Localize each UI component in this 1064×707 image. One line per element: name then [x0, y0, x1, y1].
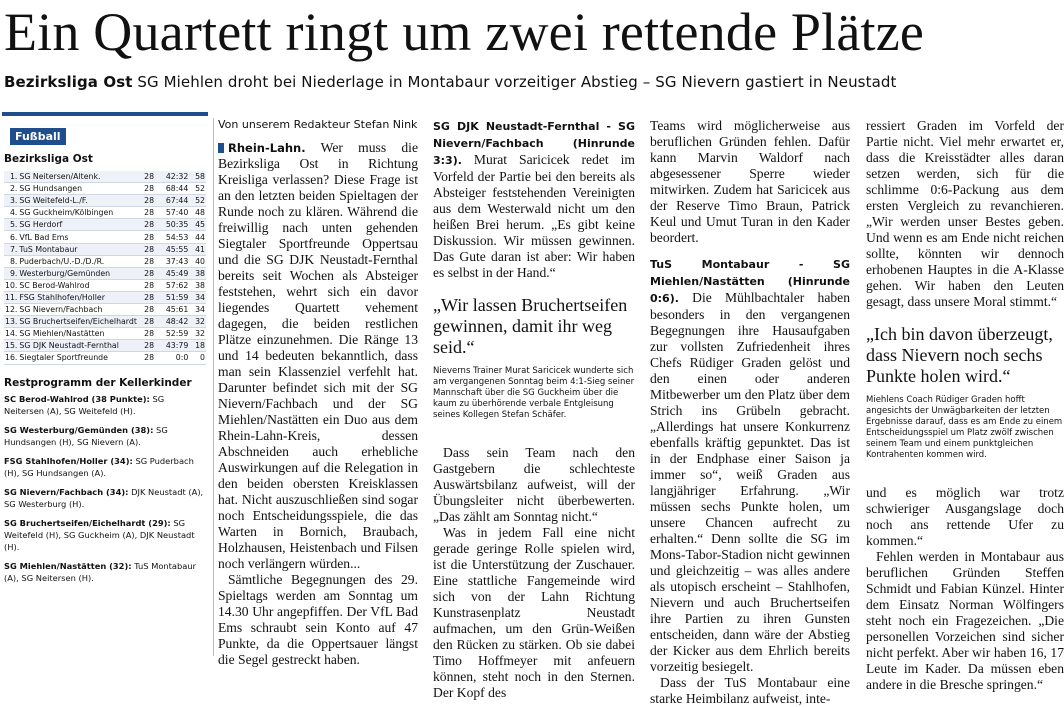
points-cell: 52 [189, 195, 206, 207]
match-heading: TuS Montabaur - SG Miehlen/Nastätten (Hinrunde 0:6). [650, 258, 850, 305]
standings-table [4, 171, 206, 365]
program-title: Restprogramm der Kellerkinder [4, 376, 192, 389]
goals-cell: 48:42 [155, 316, 189, 328]
rank-cell: 16. [5, 353, 18, 363]
list-item [4, 393, 206, 417]
table-row [4, 340, 206, 352]
quote-caption: Miehlens Coach Rüdiger Graden hofft angesichts der Unwägbarkeiten der letzten Ergebnisse darauf, dass es am Ende zu einem Entscheidungsspiel um Platz zwölf zwischen seinem Team und einem punktgleichen Kontrahenten kommen wird. [866, 395, 1063, 460]
rank-cell: 6. [4, 231, 18, 243]
team-cell: VfL Bad Ems [18, 231, 138, 243]
section-badge: Fußball [10, 128, 66, 145]
points-cell: 41 [189, 243, 206, 255]
list-item [4, 455, 206, 479]
article-paragraph: Fehlen werden in Montabaur aus beruflichen Gründen Steffen Schmidt und Fabian Künzel. Hinter dem Einsatz Norman Wölfingers steht noch ein Fragezeichen. „Die personellen Vorzeichen sind sicher nicht perfekt. Aber wir haben 16, 17 Leute im Kader. Da müssen eben andere in die Bresche springen.“ [866, 549, 1064, 692]
location-marker [218, 143, 224, 153]
list-item [4, 560, 206, 584]
games-cell: 28 [138, 171, 155, 183]
table-row [4, 171, 206, 183]
games-cell: 28 [138, 231, 155, 243]
article-paragraph [433, 118, 635, 281]
article-paragraph [218, 140, 418, 572]
paragraph-text: Murat Saricicek redet im Vorfeld der Partie bei den bereits als Absteiger feststehenden Vereinigten aus dem Westerwald nicht um den heißen Brei herum. „Es gibt keine Diskussion. Wir müssen gewinnen. Das Gute daran ist aber: Wir haben es selbst in der Hand.“ [433, 152, 635, 280]
team-cell: SG Nievern/Fachbach [18, 304, 138, 316]
article-column-1 [218, 118, 418, 668]
paragraph-text: Die Mühlbachtaler haben besonders in den vergangenen Begegnungen ihre Hausaufgaben zur vollsten Zufriedenheit ihres Chefs Rüdiger Graden gelöst und den einen oder anderen Mitbewerber um den Platz über dem Strich ins Grübeln gebracht. „Allerdings hat unsere Konkurrenz ebenfalls kräftig gepunktet. Das ist in der Endphase einer Saison ja immer so“, weiß Graden aus langjähriger Erfahrung. „Wir müssen sechs Punkte holen, um unsere Chancen aufrecht zu erhalten.“ Denn sollte die SG im Mons-Tabor-Stadion nicht gewinnen und gleichzeitig – was alles andere als utopisch erscheint – Stahlhofen, Nievern und auch Bruchertseifen ihre Partien zu ihren Gunsten entscheiden, dann wäre der Abstieg der Kicker aus dem Ehrlich bereits vorzeitig besiegelt. [650, 290, 850, 674]
games-cell: 28 [138, 316, 155, 328]
goals-cell: 57:62 [155, 279, 189, 291]
games-cell: 28 [138, 267, 155, 279]
points-cell: 48 [189, 207, 206, 219]
goals-cell: 45:61 [155, 304, 189, 316]
headline: Ein Quartett ringt um zwei rettende Plätze [4, 2, 925, 62]
list-item [4, 424, 206, 448]
article-paragraph: Dass der TuS Montabaur eine starke Heimbilanz aufweist, inte- [650, 675, 850, 706]
table-row [4, 183, 206, 195]
points-cell: 44 [189, 231, 206, 243]
rank-cell: 2. [4, 183, 18, 195]
program-team: SC Berod-Wahlrod (38 Punkte): [4, 393, 150, 404]
program-games: TuS Montabaur (A), SG Neitersen (H). [4, 560, 197, 583]
column-divider [213, 118, 214, 656]
games-cell: 28 [138, 304, 155, 316]
games-cell: 28 [138, 328, 155, 340]
team-cell: SG Neitersen/Altenk. [18, 171, 138, 183]
program-team: SG Westerburg/Gemünden (38): [4, 424, 154, 435]
rank-cell: 10. [5, 280, 18, 290]
games-cell: 28 [138, 352, 155, 364]
article-paragraph [650, 256, 850, 675]
points-cell: 32 [189, 328, 206, 340]
article-paragraph: Dass sein Team nach den Gastgebern die schlechteste Auswärtsbilanz aufweist, will der Übungsleiter nicht überbewerten. „Das zählt am Sonntag nicht.“ [433, 445, 635, 524]
points-cell: 18 [189, 340, 206, 352]
byline: Von unserem Redakteur Stefan Nink [218, 118, 418, 131]
team-cell: SG Miehlen/Nastätten [18, 328, 138, 340]
rank-cell: 5. [4, 219, 18, 231]
subhead-text: SG Miehlen droht bei Niederlage in Montabaur vorzeitiger Abstieg – SG Nievern gastiert in Neustadt [137, 73, 897, 91]
goals-cell: 52:59 [155, 328, 189, 340]
program-team: SG Nievern/Fachbach (34): [4, 486, 129, 497]
team-cell: SG Hundsangen [18, 183, 138, 195]
rank-cell: 3. [4, 195, 18, 207]
program-games: DJK Neustadt (A), SG Westerburg (H). [4, 486, 204, 509]
article-column-4 [866, 118, 1064, 693]
table-row [4, 255, 206, 267]
points-cell: 38 [189, 267, 206, 279]
games-cell: 28 [138, 340, 155, 352]
program-games: SG Hundsangen (H), SG Nievern (A). [4, 424, 168, 447]
table-row [4, 195, 206, 207]
goals-cell: 54:53 [155, 231, 189, 243]
goals-cell: 45:55 [155, 243, 189, 255]
goals-cell: 37:43 [155, 255, 189, 267]
points-cell: 52 [189, 183, 206, 195]
table-row [4, 352, 206, 364]
points-cell: 45 [189, 219, 206, 231]
rank-cell: 13. [5, 317, 18, 327]
table-row [4, 328, 206, 340]
program-games: SG Puderbach (H), SG Hundsangen (A). [4, 455, 194, 478]
dateline: Rhein-Lahn. [228, 141, 306, 155]
goals-cell: 67:44 [155, 195, 189, 207]
goals-cell: 50:35 [155, 219, 189, 231]
program-team: SG Miehlen/Nastätten (32): [4, 560, 132, 571]
sidebar-top-rule [2, 112, 208, 116]
points-cell: 34 [189, 291, 206, 303]
team-cell: SG DJK Neustadt-Fernthal [18, 340, 138, 352]
article-paragraph: Sämtliche Begegnungen des 29. Spieltags werden am Sonntag um 14.30 Uhr angepfiffen. Der VfL Bad Ems schraubt sein Konto auf 47 Punkte, da die Oppertsauer längst die Segel gestreckt haben. [218, 572, 418, 667]
article-column-2 [433, 118, 635, 701]
team-cell: Westerburg/Gemünden [18, 267, 138, 279]
goals-cell: 45:49 [155, 267, 189, 279]
team-cell: Siegtaler Sportfreunde [18, 352, 138, 364]
subheadline [4, 73, 896, 91]
team-cell: SG Bruchertseifen/Eichelhardt [19, 317, 137, 327]
subhead-kicker: Bezirksliga Ost [4, 73, 133, 91]
rank-cell: 4. [4, 207, 18, 219]
match-heading: SG DJK Neustadt-Fernthal - SG Nievern/Fachbach (Hinrunde 3:3). [433, 120, 635, 167]
program-team: SG Bruchertseifen/Eichelhardt (29): [4, 517, 171, 528]
article-paragraph: ressiert Graden im Vorfeld der Partie nicht. Viel mehr erwartet er, dass die Kreisstädter alles daran setzen werden, sich für die schlimme 0:6-Packung aus dem ersten Vergleich zu revanchieren. „Wir werden unser Bestes geben. Und wenn es am Ende nicht reichen sollte, könnten wir dennoch erhobenen Hauptes in die A-Klasse gehen. Wir haben den Leuten gesagt, dass unsere Moral stimmt.“ [866, 118, 1064, 309]
list-item [4, 486, 206, 510]
table-row [4, 304, 206, 316]
goals-cell: 43:79 [155, 340, 189, 352]
pull-quote: „Ich bin davon überzeugt, dass Nievern noch sechs Punkte holen wird.“ [866, 324, 1053, 386]
rank-cell: 15. [5, 341, 18, 351]
program-list [0, 393, 210, 584]
team-cell: Puderbach/U.-D./D./R. [18, 255, 138, 267]
team-cell: SG Guckheim/Kölbingen [18, 207, 138, 219]
goals-cell: 42:32 [155, 171, 189, 183]
points-cell: 32 [189, 316, 206, 328]
rank-cell: 14. [5, 329, 18, 339]
team-cell: FSG Stahlhofen/Holler [18, 291, 138, 303]
team-cell: SG Weitefeld-L./F. [18, 195, 138, 207]
goals-cell: 0:0 [155, 352, 189, 364]
games-cell: 28 [138, 291, 155, 303]
program-games: SG Weitefeld (H), SG Guckheim (A), DJK Neustadt (H). [4, 517, 195, 552]
table-row [4, 291, 206, 303]
team-cell: SG Herdorf [18, 219, 138, 231]
rank-cell: 9. [4, 267, 18, 279]
points-cell: 58 [189, 171, 206, 183]
games-cell: 28 [138, 255, 155, 267]
program-team: FSG Stahlhofen/Holler (34): [4, 455, 133, 466]
rank-cell: 11. [5, 292, 18, 302]
points-cell: 38 [189, 279, 206, 291]
rank-cell: 12. [5, 305, 18, 315]
program-games: SG Neitersen (A), SG Weitefeld (H). [4, 393, 165, 416]
table-row [4, 279, 206, 291]
article-paragraph: Teams wird möglicherweise aus beruflichen Gründen fehlen. Dafür kann Marvin Waldorf nach abgesessener Sperre wieder mitwirken. Zudem hat Saricicek aus der Reserve Timo Braun, Patrick Keul und Umut Turan in den Kader beordert. [650, 118, 850, 245]
team-cell: TuS Montabaur [18, 243, 138, 255]
table-row [4, 243, 206, 255]
points-cell: 34 [189, 304, 206, 316]
table-row [4, 231, 206, 243]
points-cell: 0 [189, 352, 206, 364]
rank-cell: 7. [4, 243, 18, 255]
games-cell: 28 [138, 183, 155, 195]
goals-cell: 51:59 [155, 291, 189, 303]
article-paragraph: Was in jedem Fall eine nicht gerade geringe Rolle spielen wird, ist die Unterstützung der Zuschauer. Eine stattliche Fangemeinde wird sich von der Lahn Richtung Kunstrasenplatz Neustadt aufmachen, um den Grün-Weißen den Rücken zu stärken. Ob sie dabei Timo Hoffmeyer mit anfeuern können, steht noch in den Sternen. Der Kopf des [433, 525, 635, 700]
games-cell: 28 [138, 279, 155, 291]
sidebar [0, 112, 210, 591]
article-paragraph: und es möglich war trotz schwieriger Ausgangslage doch noch ans rettende Ufer zu kommen.“ [866, 485, 1064, 548]
quote-caption: Nieverns Trainer Murat Saricicek wunderte sich am vergangenen Sonntag beim 4:1-Sieg seiner Mannschaft über die SG Guckheim über die kaum zu überhörende verbale Entgleisung seines Kollegen Stefan Schäfer. [433, 366, 635, 420]
goals-cell: 68:44 [155, 183, 189, 195]
league-title: Bezirksliga Ost [4, 153, 93, 165]
table-row [4, 267, 206, 279]
paragraph-text: Wer muss die Bezirksliga Ost in Richtung Kreisliga verlassen? Diese Frage ist an den letzten beiden Spieltagen der Runde noch zu klären. Während die freiwillig nach unten gehenden Siegtaler Sportfreunde Oppertsau und die SG DJK Neustadt-Fernthal bereits seit Wochen als Absteiger feststehen, wehrt sich ein davor liegendes Quartett vehement dagegen, die beiden restlichen Plätze einzunehmen. Die Ränge 13 und 14 bedeuten bekanntlich, dass man sein Klassenziel verfehlt hat. Darunter befindet sich mit der SG Nievern/Fachbach und der SG Miehlen/Nastätten ein Duo aus dem Rhein-Lahn-Kreis, dessen Abschneiden auch erhebliche Auswirkungen auf die Relegation in den beiden obersten Kreisklassen hat. Nicht auszuschließen sind sogar noch Entscheidungsspiele, die das Warten in Bornich, Braubach, Holzhausen, Heistenbach und Filsen noch verlängern würden... [218, 140, 418, 571]
games-cell: 28 [138, 219, 155, 231]
points-cell: 40 [189, 255, 206, 267]
pull-quote: „Wir lassen Bruchertseifen gewinnen, damit ihr weg seid.“ [433, 295, 628, 357]
games-cell: 28 [138, 207, 155, 219]
table-row [4, 219, 206, 231]
table-row [4, 316, 206, 328]
list-item [4, 517, 206, 553]
games-cell: 28 [138, 243, 155, 255]
table-row [4, 207, 206, 219]
rank-cell: 1. [4, 171, 18, 183]
games-cell: 28 [138, 195, 155, 207]
team-cell: SC Berod-Wahlrod [18, 279, 138, 291]
article-column-3 [650, 118, 850, 707]
rank-cell: 8. [4, 255, 18, 267]
goals-cell: 57:40 [155, 207, 189, 219]
